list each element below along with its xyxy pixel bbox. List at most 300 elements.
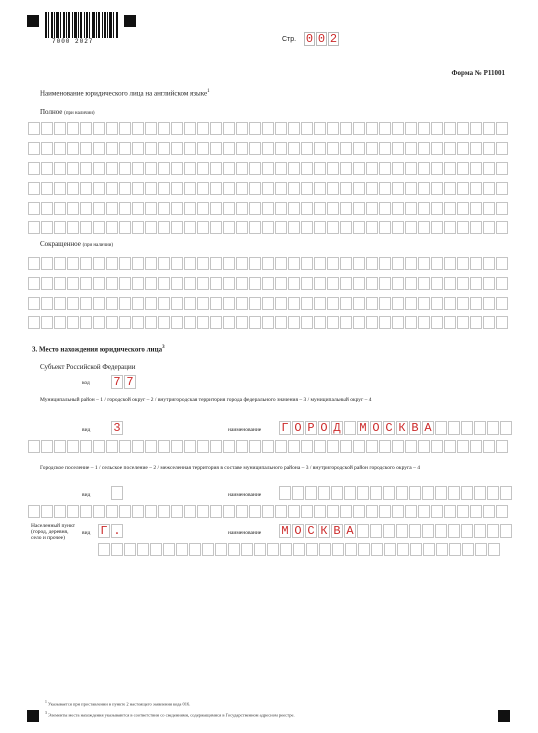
page-digit: 0 xyxy=(317,32,326,46)
input-cell xyxy=(431,202,443,215)
input-cell xyxy=(457,202,469,215)
input-cell-row[interactable] xyxy=(28,122,509,135)
input-cell xyxy=(288,162,300,175)
input-cell xyxy=(314,182,326,195)
input-cell xyxy=(171,182,183,195)
name-char: Г xyxy=(279,421,291,435)
input-cell xyxy=(301,142,313,155)
input-cell xyxy=(288,202,300,215)
input-cell xyxy=(41,182,53,195)
input-cell xyxy=(496,122,508,135)
input-cell xyxy=(405,202,417,215)
footnote-1-number: 1 xyxy=(45,700,47,704)
input-cell xyxy=(249,162,261,175)
name-char xyxy=(370,524,382,538)
name-char xyxy=(435,421,447,435)
name-char: С xyxy=(383,421,395,435)
input-cell xyxy=(223,142,235,155)
settlement-text: Городское поселение – 1 / сельское поселение – 2 / межселенная территория в составе муниципального района – 3 / внутригородской район городского округа – 4 xyxy=(40,465,420,471)
input-cell xyxy=(93,505,105,518)
input-cell xyxy=(93,202,105,215)
input-cell xyxy=(236,221,248,234)
input-cell xyxy=(405,142,417,155)
name-char xyxy=(474,421,486,435)
input-cell xyxy=(132,257,144,270)
input-cell xyxy=(106,221,118,234)
input-cell-row[interactable] xyxy=(28,316,509,329)
name-char xyxy=(344,486,356,500)
input-cell xyxy=(288,297,300,310)
input-cell-row[interactable] xyxy=(28,142,509,155)
input-cell xyxy=(301,277,313,290)
input-cell-row[interactable] xyxy=(28,505,509,518)
input-cell xyxy=(306,543,318,556)
input-cell xyxy=(106,162,118,175)
input-cell xyxy=(275,162,287,175)
settlement-name-label: наименование xyxy=(228,492,262,498)
input-cell xyxy=(158,316,170,329)
input-cell xyxy=(236,297,248,310)
input-cell xyxy=(457,505,469,518)
input-cell xyxy=(405,505,417,518)
input-cell xyxy=(236,142,248,155)
input-cell xyxy=(249,316,261,329)
input-cell xyxy=(145,221,157,234)
input-cell xyxy=(327,182,339,195)
input-cell xyxy=(275,122,287,135)
input-cell xyxy=(54,122,66,135)
input-cell xyxy=(249,257,261,270)
input-cell xyxy=(41,440,53,453)
input-cell xyxy=(41,142,53,155)
english-name-title-text: Наименование юридического лица на английском языке xyxy=(40,89,208,98)
input-cell xyxy=(197,142,209,155)
input-cell-row[interactable] xyxy=(28,221,509,234)
subject-label: Субъект Российской Федерации xyxy=(40,363,136,371)
input-cell xyxy=(340,182,352,195)
input-cell xyxy=(28,221,40,234)
input-cell xyxy=(171,440,183,453)
input-cell xyxy=(340,202,352,215)
input-cell xyxy=(431,221,443,234)
input-cell xyxy=(366,440,378,453)
input-cell xyxy=(28,122,40,135)
input-cell xyxy=(288,257,300,270)
municipal-name-row[interactable] xyxy=(279,421,513,435)
name-char: А xyxy=(422,421,434,435)
input-cell xyxy=(314,122,326,135)
input-cell xyxy=(236,257,248,270)
input-cell xyxy=(54,316,66,329)
location-section-title xyxy=(32,344,165,353)
input-cell xyxy=(340,505,352,518)
input-cell xyxy=(119,162,131,175)
input-cell xyxy=(379,505,391,518)
name-char xyxy=(500,486,512,500)
settlement-kind-box[interactable] xyxy=(111,486,124,500)
input-cell xyxy=(223,440,235,453)
input-cell xyxy=(483,440,495,453)
input-cell xyxy=(158,122,170,135)
input-cell xyxy=(67,440,79,453)
input-cell xyxy=(470,221,482,234)
name-char xyxy=(396,486,408,500)
input-cell xyxy=(106,505,118,518)
input-cell xyxy=(327,277,339,290)
input-cell xyxy=(483,277,495,290)
input-cell xyxy=(496,277,508,290)
input-cell xyxy=(392,221,404,234)
input-cell xyxy=(80,505,92,518)
input-cell xyxy=(80,122,92,135)
input-cell xyxy=(345,543,357,556)
name-char xyxy=(331,486,343,500)
input-cell xyxy=(236,122,248,135)
input-cell xyxy=(275,277,287,290)
name-char xyxy=(474,524,486,538)
input-cell xyxy=(418,202,430,215)
input-cell xyxy=(366,142,378,155)
input-cell xyxy=(418,182,430,195)
input-cell xyxy=(483,221,495,234)
input-cell xyxy=(444,277,456,290)
input-cell xyxy=(93,162,105,175)
input-cell xyxy=(379,122,391,135)
input-cell xyxy=(119,505,131,518)
input-cell xyxy=(340,122,352,135)
english-name-title xyxy=(40,88,210,97)
input-cell xyxy=(288,122,300,135)
input-cell xyxy=(93,297,105,310)
input-cell xyxy=(327,221,339,234)
input-cell xyxy=(132,505,144,518)
input-cell xyxy=(67,277,79,290)
input-cell xyxy=(418,316,430,329)
input-cell xyxy=(418,162,430,175)
input-cell xyxy=(470,142,482,155)
input-cell xyxy=(171,297,183,310)
input-cell-row[interactable] xyxy=(28,297,509,310)
input-cell-row[interactable] xyxy=(28,202,509,215)
input-cell xyxy=(223,505,235,518)
input-cell xyxy=(457,122,469,135)
input-cell xyxy=(119,257,131,270)
input-cell xyxy=(418,297,430,310)
input-cell xyxy=(106,257,118,270)
input-cell xyxy=(80,316,92,329)
input-cell xyxy=(41,277,53,290)
input-cell xyxy=(215,543,227,556)
settlement-name-row[interactable] xyxy=(279,486,513,500)
input-cell xyxy=(431,162,443,175)
input-cell xyxy=(366,122,378,135)
input-cell xyxy=(379,316,391,329)
input-cell xyxy=(197,221,209,234)
input-cell xyxy=(392,162,404,175)
locality-name-row[interactable] xyxy=(279,524,513,538)
input-cell xyxy=(236,316,248,329)
input-cell xyxy=(340,316,352,329)
input-cell xyxy=(223,202,235,215)
input-cell xyxy=(418,142,430,155)
municipal-kind-box[interactable] xyxy=(111,421,124,435)
input-cell xyxy=(93,221,105,234)
input-cell xyxy=(353,440,365,453)
input-cell xyxy=(249,182,261,195)
name-char: О xyxy=(318,421,330,435)
name-char: В xyxy=(409,421,421,435)
input-cell xyxy=(41,202,53,215)
input-cell xyxy=(470,162,482,175)
input-cell xyxy=(405,440,417,453)
input-cell xyxy=(332,543,344,556)
input-cell xyxy=(262,182,274,195)
input-cell xyxy=(496,257,508,270)
input-cell xyxy=(366,182,378,195)
input-cell xyxy=(132,297,144,310)
input-cell xyxy=(483,297,495,310)
input-cell xyxy=(80,221,92,234)
input-cell xyxy=(327,202,339,215)
input-cell xyxy=(93,440,105,453)
name-char xyxy=(435,486,447,500)
input-cell xyxy=(366,297,378,310)
name-char xyxy=(305,486,317,500)
input-cell xyxy=(241,543,253,556)
input-cell xyxy=(379,202,391,215)
input-cell xyxy=(145,142,157,155)
input-cell xyxy=(41,221,53,234)
input-cell xyxy=(132,122,144,135)
input-cell xyxy=(496,162,508,175)
input-cell xyxy=(405,257,417,270)
input-cell-row[interactable] xyxy=(28,182,509,195)
input-cell xyxy=(327,122,339,135)
input-cell xyxy=(210,440,222,453)
input-cell xyxy=(41,257,53,270)
input-cell xyxy=(184,257,196,270)
input-cell xyxy=(280,543,292,556)
input-cell xyxy=(327,440,339,453)
input-cell xyxy=(137,543,149,556)
input-cell xyxy=(41,505,53,518)
input-cell xyxy=(410,543,422,556)
locality-kind-label: вид xyxy=(82,530,91,536)
input-cell xyxy=(145,297,157,310)
input-cell xyxy=(28,182,40,195)
input-cell xyxy=(184,277,196,290)
input-cell xyxy=(210,257,222,270)
input-cell xyxy=(301,440,313,453)
name-char xyxy=(448,421,460,435)
input-cell xyxy=(28,505,40,518)
name-char: О xyxy=(370,421,382,435)
input-cell xyxy=(119,221,131,234)
input-cell xyxy=(275,505,287,518)
input-cell xyxy=(93,122,105,135)
input-cell xyxy=(210,316,222,329)
subject-code-box[interactable] xyxy=(111,375,137,389)
input-cell xyxy=(314,221,326,234)
input-cell xyxy=(132,142,144,155)
corner-marker-top-left xyxy=(27,15,39,27)
input-cell xyxy=(353,122,365,135)
input-cell xyxy=(449,543,461,556)
input-cell xyxy=(457,221,469,234)
input-cell xyxy=(106,122,118,135)
input-cell xyxy=(483,257,495,270)
input-cell xyxy=(67,221,79,234)
input-cell xyxy=(288,182,300,195)
input-cell xyxy=(67,202,79,215)
input-cell xyxy=(158,440,170,453)
input-cell xyxy=(119,316,131,329)
input-cell xyxy=(457,257,469,270)
input-cell xyxy=(301,202,313,215)
input-cell xyxy=(28,440,40,453)
input-cell xyxy=(444,505,456,518)
input-cell xyxy=(145,277,157,290)
input-cell xyxy=(384,543,396,556)
form-number: Форма № Р11001 xyxy=(451,69,505,77)
input-cell xyxy=(496,316,508,329)
input-cell-row[interactable] xyxy=(98,543,501,556)
input-cell xyxy=(353,142,365,155)
input-cell xyxy=(418,277,430,290)
input-cell xyxy=(314,440,326,453)
name-char xyxy=(500,524,512,538)
input-cell xyxy=(132,440,144,453)
input-cell xyxy=(132,316,144,329)
name-char xyxy=(357,524,369,538)
input-cell xyxy=(496,221,508,234)
input-cell xyxy=(249,122,261,135)
input-cell xyxy=(431,440,443,453)
input-cell xyxy=(132,162,144,175)
input-cell xyxy=(223,316,235,329)
input-cell xyxy=(80,257,92,270)
input-cell xyxy=(327,505,339,518)
input-cell-row[interactable] xyxy=(28,440,509,453)
input-cell xyxy=(145,316,157,329)
input-cell xyxy=(301,221,313,234)
input-cell xyxy=(379,162,391,175)
input-cell xyxy=(210,122,222,135)
input-cell xyxy=(262,505,274,518)
input-cell-row[interactable] xyxy=(28,257,509,270)
input-cell xyxy=(444,142,456,155)
input-cell xyxy=(189,543,201,556)
input-cell xyxy=(28,297,40,310)
input-cell xyxy=(132,221,144,234)
input-cell xyxy=(397,543,409,556)
input-cell xyxy=(314,316,326,329)
footnote-1 xyxy=(45,700,190,707)
input-cell xyxy=(340,277,352,290)
input-cell xyxy=(275,297,287,310)
input-cell xyxy=(483,505,495,518)
input-cell xyxy=(444,182,456,195)
input-cell xyxy=(249,277,261,290)
full-name-label xyxy=(40,108,95,118)
input-cell xyxy=(288,221,300,234)
input-cell xyxy=(496,182,508,195)
input-cell xyxy=(54,297,66,310)
input-cell xyxy=(405,297,417,310)
input-cell xyxy=(93,316,105,329)
input-cell xyxy=(145,122,157,135)
input-cell xyxy=(210,182,222,195)
input-cell xyxy=(392,142,404,155)
input-cell xyxy=(301,257,313,270)
input-cell xyxy=(80,202,92,215)
input-cell xyxy=(67,297,79,310)
input-cell xyxy=(93,257,105,270)
input-cell xyxy=(418,505,430,518)
municipal-text: Муниципальный район – 1 / городской округ – 2 / внутригородская территория города федерального значения – 3 / муниципальный округ – 4 xyxy=(40,397,372,403)
input-cell-row[interactable] xyxy=(28,162,509,175)
input-cell xyxy=(54,257,66,270)
input-cell xyxy=(210,162,222,175)
input-cell xyxy=(301,182,313,195)
name-char xyxy=(500,421,512,435)
footnote-3 xyxy=(45,711,295,718)
input-cell xyxy=(119,277,131,290)
locality-kind-box[interactable] xyxy=(98,524,124,538)
input-cell xyxy=(496,297,508,310)
input-cell xyxy=(106,440,118,453)
input-cell xyxy=(483,316,495,329)
input-cell xyxy=(392,440,404,453)
input-cell xyxy=(54,505,66,518)
input-cell xyxy=(236,162,248,175)
name-char: К xyxy=(318,524,330,538)
input-cell xyxy=(470,257,482,270)
input-cell xyxy=(457,142,469,155)
input-cell xyxy=(158,202,170,215)
input-cell xyxy=(470,440,482,453)
name-char xyxy=(422,524,434,538)
input-cell xyxy=(184,505,196,518)
input-cell xyxy=(158,221,170,234)
name-char xyxy=(487,524,499,538)
input-cell xyxy=(184,221,196,234)
input-cell xyxy=(275,221,287,234)
input-cell xyxy=(171,202,183,215)
short-name-label xyxy=(40,240,113,250)
input-cell xyxy=(158,297,170,310)
input-cell-row[interactable] xyxy=(28,277,509,290)
input-cell xyxy=(54,277,66,290)
name-char xyxy=(487,421,499,435)
input-cell xyxy=(392,202,404,215)
input-cell xyxy=(470,277,482,290)
input-cell xyxy=(119,202,131,215)
settlement-kind-cell xyxy=(111,486,123,500)
input-cell xyxy=(301,505,313,518)
input-cell xyxy=(262,257,274,270)
input-cell xyxy=(392,182,404,195)
input-cell xyxy=(184,162,196,175)
input-cell xyxy=(67,142,79,155)
input-cell xyxy=(249,142,261,155)
input-cell xyxy=(132,182,144,195)
input-cell xyxy=(150,543,162,556)
input-cell xyxy=(423,543,435,556)
name-char xyxy=(357,486,369,500)
input-cell xyxy=(171,122,183,135)
input-cell xyxy=(267,543,279,556)
